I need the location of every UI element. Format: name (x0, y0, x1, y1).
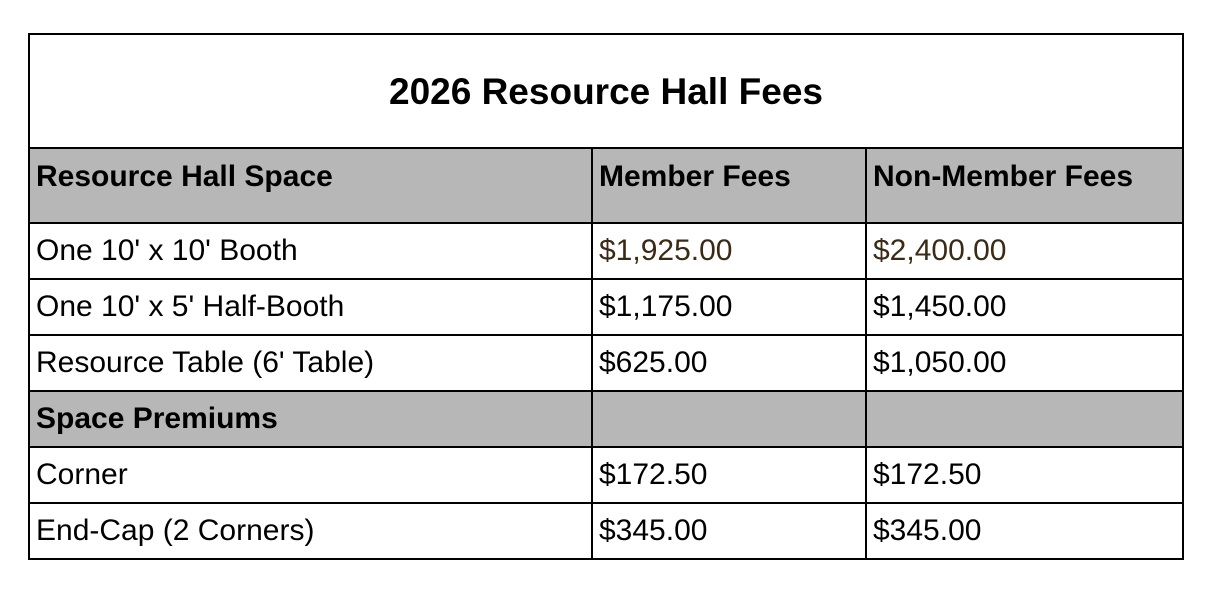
premium-name-cell: Corner (29, 447, 592, 503)
member-fee-cell: $345.00 (592, 503, 866, 559)
non-member-fee-cell: $345.00 (866, 503, 1183, 559)
non-member-fee-cell: $1,450.00 (866, 279, 1183, 335)
title-row (29, 34, 1183, 148)
section-heading-space-premiums: Space Premiums (29, 391, 592, 447)
non-member-fee-cell: $1,050.00 (866, 335, 1183, 391)
section-heading-empty-cell (866, 391, 1183, 447)
header-member-fees: Member Fees (592, 148, 866, 223)
space-name-cell: Resource Table (6' Table) (29, 335, 592, 391)
member-fee-cell: $625.00 (592, 335, 866, 391)
table-row (29, 503, 1183, 559)
member-fee-cell: $1,175.00 (592, 279, 866, 335)
header-row (29, 148, 1183, 223)
non-member-fee-cell: $172.50 (866, 447, 1183, 503)
table-row (29, 335, 1183, 391)
section-heading-empty-cell (592, 391, 866, 447)
table-row (29, 223, 1183, 279)
table-title: 2026 Resource Hall Fees (29, 34, 1183, 148)
member-fee-cell: $172.50 (592, 447, 866, 503)
space-name-cell: One 10' x 5' Half-Booth (29, 279, 592, 335)
non-member-fee-cell: $2,400.00 (866, 223, 1183, 279)
member-fee-cell: $1,925.00 (592, 223, 866, 279)
header-non-member-fees: Non-Member Fees (866, 148, 1183, 223)
table-row (29, 447, 1183, 503)
table-row (29, 279, 1183, 335)
space-name-cell: One 10' x 10' Booth (29, 223, 592, 279)
fees-table (28, 33, 1184, 560)
section-heading-row (29, 391, 1183, 447)
header-resource-hall-space: Resource Hall Space (29, 148, 592, 223)
premium-name-cell: End-Cap (2 Corners) (29, 503, 592, 559)
